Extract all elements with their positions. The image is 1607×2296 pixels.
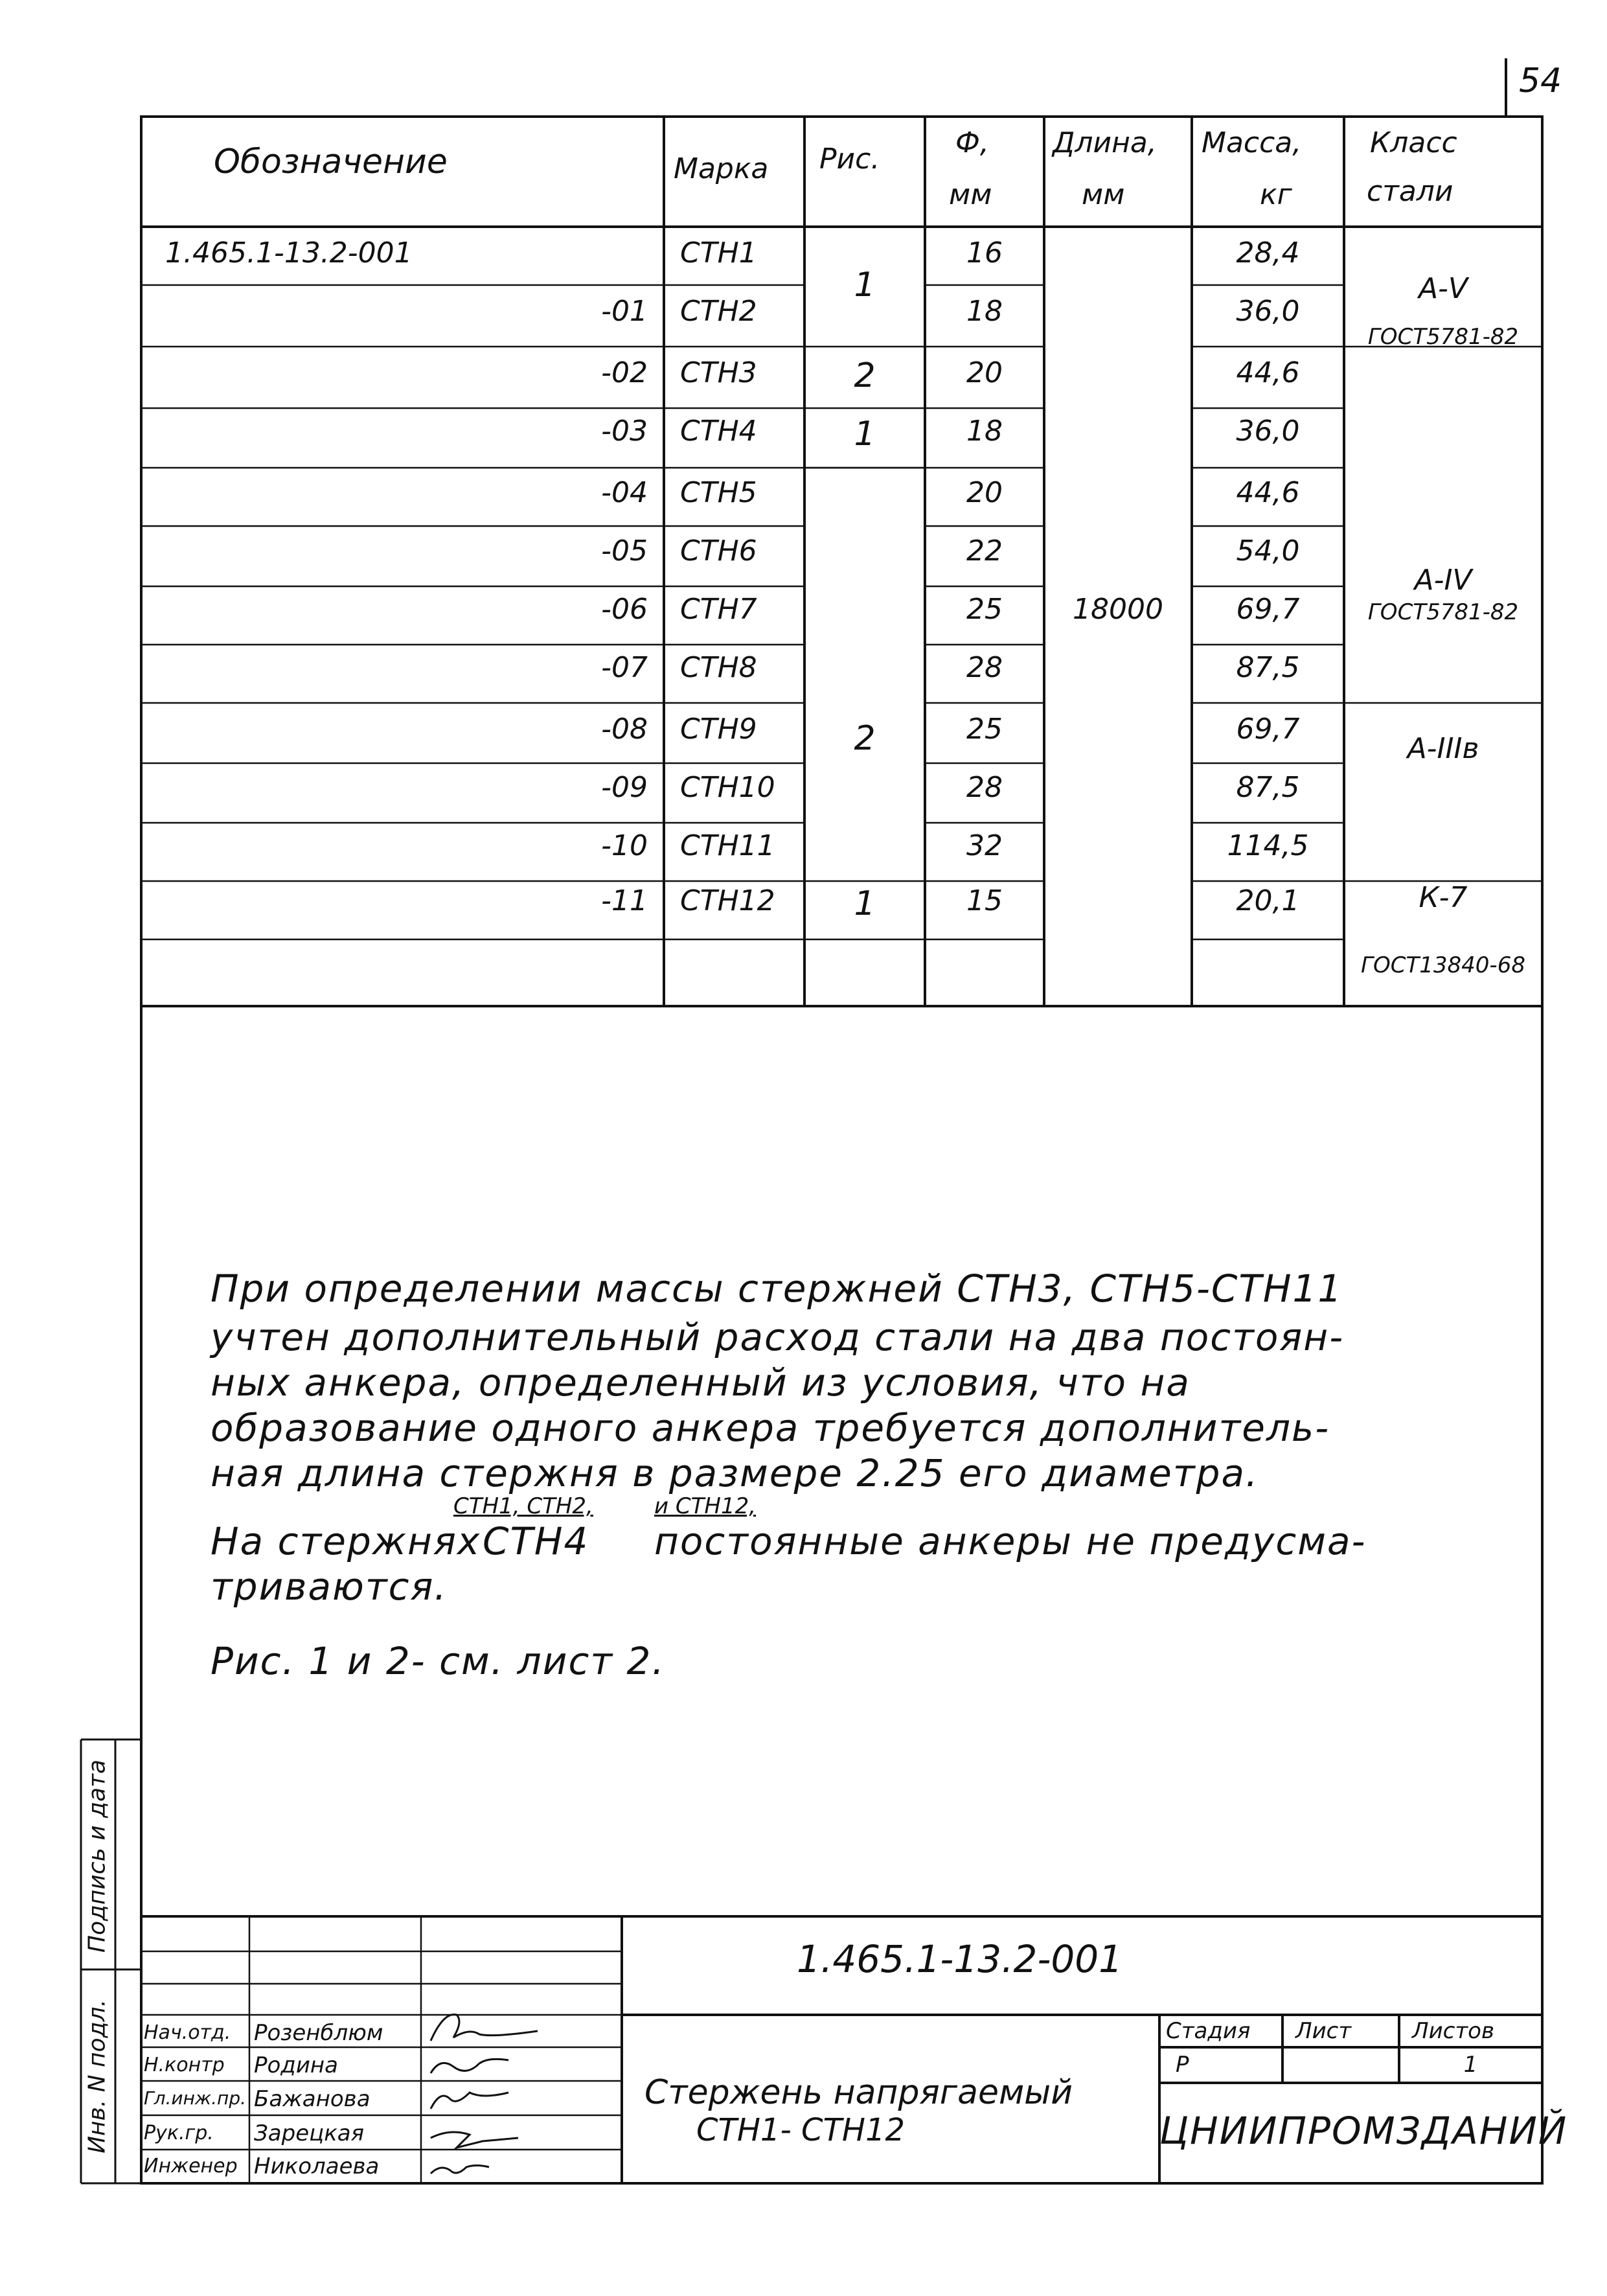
table-cell-designation: -09 bbox=[601, 771, 648, 804]
table-cell-mass: 44,6 bbox=[1236, 356, 1300, 389]
header-mass: Масса, bbox=[1202, 126, 1302, 159]
header-steel-class: Класс bbox=[1370, 126, 1457, 159]
table-cell-mark: СТН2 bbox=[680, 295, 757, 328]
header-diameter: Ф, bbox=[955, 126, 989, 159]
table-cell-mass: 36,0 bbox=[1236, 415, 1300, 448]
table-cell-mark: СТН12 bbox=[680, 884, 775, 917]
title-line2: СТН1- СТН12 bbox=[696, 2112, 906, 2148]
table-cell-designation: -07 bbox=[601, 651, 648, 684]
table-cell-fig: 2 bbox=[854, 356, 876, 395]
staff-role: Рук.гр. bbox=[144, 2122, 214, 2144]
table-cell-steel-class: К-7 bbox=[1419, 881, 1468, 914]
title-line1: Стержень напрягаемый bbox=[644, 2073, 1073, 2112]
table-cell-diameter: 18 bbox=[966, 295, 1003, 328]
table-cell-mass: 20,1 bbox=[1236, 884, 1300, 917]
table-cell-mass: 28,4 bbox=[1236, 236, 1300, 270]
table-cell-mark: СТН6 bbox=[680, 534, 757, 568]
table-cell-fig: 1 bbox=[854, 884, 876, 923]
table-cell-steel-standard: ГОСТ5781-82 bbox=[1367, 599, 1519, 625]
table-cell-mark: СТН5 bbox=[680, 476, 757, 509]
table-cell-designation: -06 bbox=[601, 593, 648, 626]
table-cell-diameter: 25 bbox=[966, 593, 1003, 626]
table-cell-mark: СТН10 bbox=[680, 771, 775, 804]
staff-role: Инженер bbox=[144, 2155, 238, 2177]
staff-role: Гл.инж.пр. bbox=[144, 2087, 247, 2109]
note-line: образование одного анкера требуется дополнитель- bbox=[211, 1406, 1330, 1450]
table-cell-mass: 69,7 bbox=[1236, 593, 1300, 626]
sheets-label: Листов bbox=[1412, 2018, 1495, 2044]
sheet-label: Лист bbox=[1295, 2018, 1352, 2044]
table-cell-mark: СТН3 bbox=[680, 356, 757, 389]
table-cell-diameter: 28 bbox=[966, 651, 1003, 684]
table-cell-mark: СТН11 bbox=[680, 829, 775, 862]
staff-role: Н.контр bbox=[144, 2054, 225, 2076]
note-line: ная длина стержня в размере 2.25 его диаметра. bbox=[211, 1451, 1259, 1495]
note-line: триваются. bbox=[211, 1565, 448, 1609]
table-cell-diameter: 25 bbox=[966, 713, 1003, 746]
table-cell-designation: -05 bbox=[601, 534, 648, 568]
table-cell-mass: 87,5 bbox=[1236, 651, 1300, 684]
stage-label: Стадия bbox=[1166, 2018, 1251, 2044]
table-cell-fig: 1 bbox=[854, 415, 876, 453]
staff-name: Бажанова bbox=[254, 2086, 370, 2112]
stage-value: Р bbox=[1176, 2052, 1189, 2078]
table-cell-steel-standard: ГОСТ5781-82 bbox=[1367, 324, 1519, 350]
table-cell-designation: -08 bbox=[601, 713, 648, 746]
table-cell-steel-class: А-IIIв bbox=[1407, 732, 1479, 765]
note-line: При определении массы стержней СТН3, СТН5-СТН11 bbox=[211, 1267, 1343, 1311]
table-cell-designation: -11 bbox=[601, 884, 648, 917]
table-cell-mark: СТН9 bbox=[680, 713, 757, 746]
table-cell-steel-class: А-V bbox=[1418, 272, 1468, 305]
table-cell-diameter: 22 bbox=[966, 534, 1003, 568]
table-cell-designation: -10 bbox=[601, 829, 648, 862]
staff-role: Нач.отд. bbox=[144, 2021, 231, 2044]
table-cell-mark: СТН4 bbox=[680, 415, 757, 448]
table-cell-length: 18000 bbox=[1073, 593, 1163, 626]
table-cell-mass: 36,0 bbox=[1236, 295, 1300, 328]
table-cell-mark: СТН1 bbox=[680, 236, 757, 270]
table-cell-designation: -01 bbox=[601, 295, 648, 328]
table-cell-diameter: 16 bbox=[966, 236, 1003, 270]
header-length: Длина, bbox=[1053, 126, 1157, 159]
side-stamp-signature-date: Подпись и дата bbox=[84, 1759, 111, 1953]
table-cell-diameter: 20 bbox=[966, 476, 1003, 509]
table-cell-designation: -02 bbox=[601, 356, 648, 389]
header-diameter-unit: мм bbox=[949, 178, 992, 211]
table-cell-mark: СТН7 bbox=[680, 593, 757, 626]
doc-code: 1.465.1-13.2-001 bbox=[797, 1937, 1123, 1981]
note-line: учтен дополнительный расход стали на два постоян- bbox=[211, 1315, 1345, 1359]
sheets-value: 1 bbox=[1463, 2052, 1478, 2078]
table-cell-diameter: 20 bbox=[966, 356, 1003, 389]
table-cell-diameter: 15 bbox=[966, 884, 1003, 917]
page-number: 54 bbox=[1519, 62, 1562, 100]
note-line: Рис. 1 и 2- см. лист 2. bbox=[211, 1639, 665, 1683]
header-fig: Рис. bbox=[819, 143, 880, 176]
note-line: На стержнях bbox=[211, 1519, 481, 1563]
note-superscript: и СТН12, bbox=[654, 1493, 757, 1519]
table-cell-fig: 2 bbox=[854, 719, 876, 758]
organization: ЦНИИПРОМЗДАНИЙ bbox=[1159, 2109, 1568, 2153]
table-cell-diameter: 28 bbox=[966, 771, 1003, 804]
table-cell-diameter: 32 bbox=[966, 829, 1003, 862]
header-length-unit: мм bbox=[1082, 178, 1125, 211]
header-steel-class-2: стали bbox=[1367, 175, 1453, 208]
table-cell-mark: СТН8 bbox=[680, 651, 757, 684]
table-cell-mass: 114,5 bbox=[1227, 829, 1309, 862]
staff-name: Зарецкая bbox=[254, 2120, 365, 2146]
header-mark: Марка bbox=[674, 152, 769, 185]
table-cell-diameter: 18 bbox=[966, 415, 1003, 448]
note-superscript: СТН1, СТН2, bbox=[453, 1493, 593, 1519]
header-mass-unit: кг bbox=[1260, 178, 1292, 211]
note-line: ных анкера, определенный из условия, что на bbox=[211, 1360, 1191, 1405]
note-line: СТН4 bbox=[483, 1519, 589, 1563]
table-cell-mass: 87,5 bbox=[1236, 771, 1300, 804]
table-cell-designation: -03 bbox=[601, 415, 648, 448]
header-designation: Обозначение bbox=[214, 143, 448, 181]
table-cell-mass: 54,0 bbox=[1236, 534, 1300, 568]
table-cell-fig: 1 bbox=[854, 266, 876, 304]
staff-name: Родина bbox=[254, 2052, 338, 2078]
staff-name: Николаева bbox=[254, 2153, 380, 2179]
table-cell-designation: -04 bbox=[601, 476, 648, 509]
table-cell-mass: 69,7 bbox=[1236, 713, 1300, 746]
table-cell-steel-class: А-IV bbox=[1414, 564, 1472, 597]
table-cell-steel-standard: ГОСТ13840-68 bbox=[1361, 952, 1525, 978]
side-stamp-inv-no: Инв. N подл. bbox=[84, 1999, 111, 2153]
note-line: постоянные анкеры не предусма- bbox=[654, 1519, 1367, 1563]
table-cell-designation: 1.465.1-13.2-001 bbox=[165, 236, 413, 270]
staff-name: Розенблюм bbox=[254, 2020, 383, 2046]
table-cell-mass: 44,6 bbox=[1236, 476, 1300, 509]
